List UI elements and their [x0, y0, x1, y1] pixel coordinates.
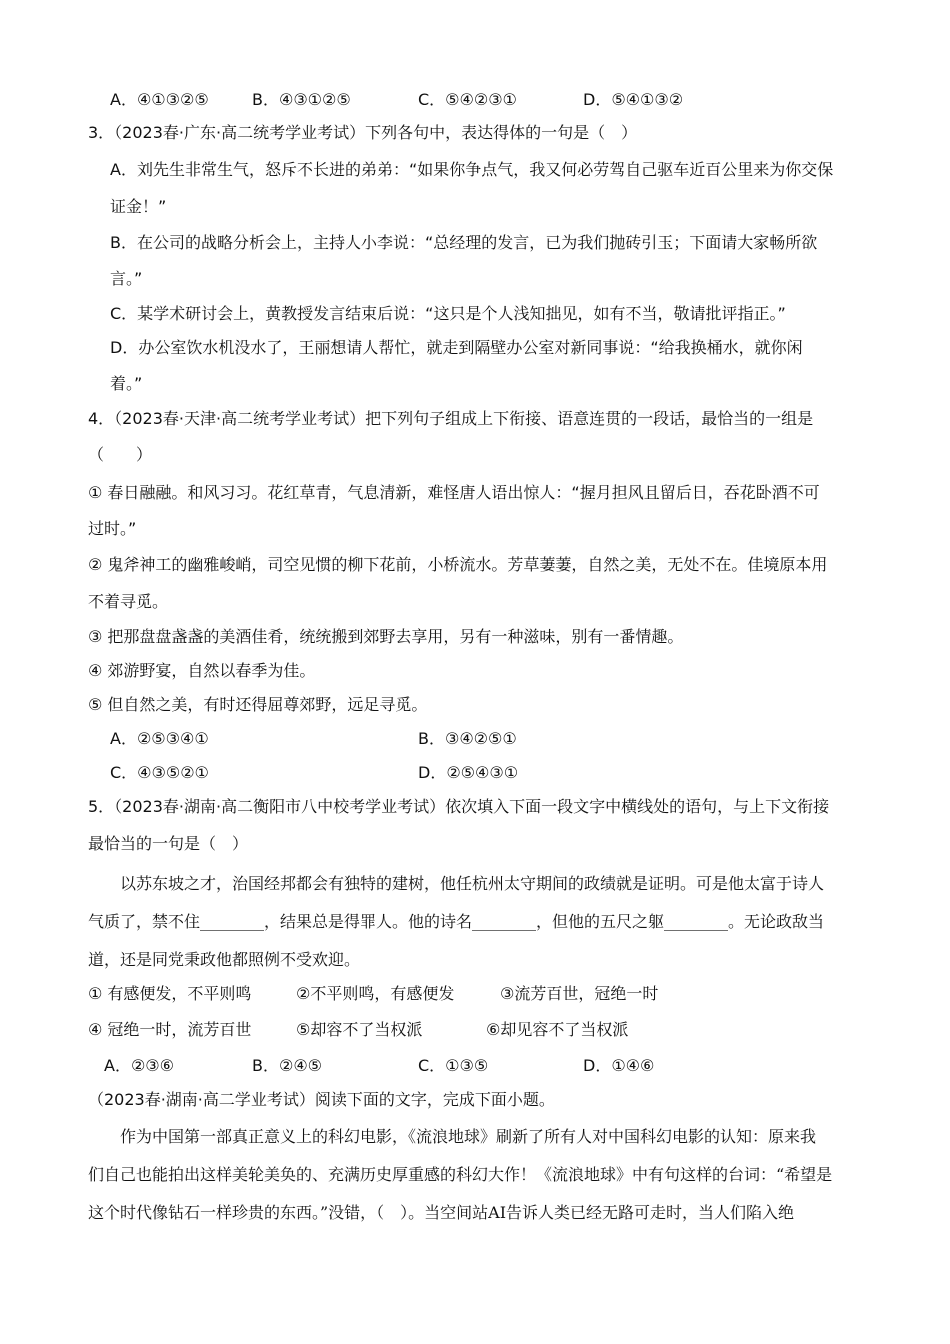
q4-option-c: C．④③⑤②①	[110, 763, 209, 782]
q5-option-d: D．①④⑥	[583, 1056, 655, 1075]
q5-option-a: A．②③⑥	[104, 1056, 174, 1075]
q5-option-c: C．①③⑤	[418, 1056, 489, 1075]
question-3-stem: 3．（2023春·广东·高二统考学业考试）下列各句中，表达得体的一句是（ ）	[88, 123, 638, 142]
q5-passage-line1: 以苏东坡之才，治国经邦都会有独特的建树，他任杭州太守期间的政绩就是证明。可是他太富于诗人	[120, 874, 825, 893]
q4-option-b: B．③④②⑤①	[418, 729, 517, 748]
q3-option-b-line2: 言。”	[110, 269, 143, 288]
q4-sentence-3: ③ 把那盘盘盏盏的美酒佳肴，统统搬到郊野去享用，另有一种滋味，别有一番情趣。	[88, 627, 684, 646]
q4-sentence-5: ⑤ 但自然之美，有时还得屈尊郊野，远足寻觅。	[88, 695, 428, 714]
q5-choice-3: ③流芳百世，冠绝一时	[500, 984, 659, 1003]
q3-option-d-line2: 着。”	[110, 374, 143, 393]
q3-option-a-line1: A．刘先生非常生气，怒斥不长进的弟弟：“如果你争点气，我又何必劳驾自己驱车近百公里来为你交保	[110, 160, 834, 179]
q3-option-c: C．某学术研讨会上，黄教授发言结束后说：“这只是个人浅知拙见，如有不当，敬请批评指正。”	[110, 304, 786, 323]
q4-option-d: D．②⑤④③①	[418, 763, 519, 782]
q5-choice-5: ⑤却容不了当权派	[296, 1020, 423, 1039]
question-5-stem-line2: 最恰当的一句是（ ）	[88, 834, 249, 853]
q3-option-b-line1: B．在公司的战略分析会上，主持人小李说：“总经理的发言，已为我们抛砖引玉；下面请大家畅所欲	[110, 233, 818, 252]
q3-option-d-line1: D．办公室饮水机没水了，王丽想请人帮忙，就走到隔壁办公室对新同事说：“给我换桶水，就你闲	[110, 338, 803, 357]
option-d: D．⑤④①③②	[583, 90, 684, 109]
q5-option-b: B．②④⑤	[252, 1056, 323, 1075]
q5-passage-line2: 气质了，禁不住________，结果总是得罪人。他的诗名________，但他的五尺之躯________。无论政敌当	[88, 912, 825, 931]
q4-sentence-4: ④ 郊游野宴，自然以春季为佳。	[88, 661, 316, 680]
q4-sentence-2-line1: ② 鬼斧神工的幽雅峻峭，司空见惯的柳下花前，小桥流水。芳草萋萋，自然之美，无处不在。佳境原本用	[88, 555, 828, 574]
q3-option-a-line2: 证金！”	[110, 197, 167, 216]
q4-sentence-2-line2: 不着寻觅。	[88, 592, 169, 611]
reading-passage-line2: 们自己也能拍出这样美轮美奂的、充满历史厚重感的科幻大作！《流浪地球》中有句这样的台词：“希望是	[88, 1165, 833, 1184]
reading-passage-line1: 作为中国第一部真正意义上的科幻电影，《流浪地球》刷新了所有人对中国科幻电影的认知：原来我	[120, 1127, 817, 1146]
option-c: C．⑤④②③①	[418, 90, 517, 109]
q5-choice-4: ④ 冠绝一时，流芳百世	[88, 1020, 252, 1039]
q4-sentence-1-line1: ① 春日融融。和风习习。花红草青，气息清新，难怪唐人语出惊人：“握月担风且留后日，吞花卧酒不可	[88, 483, 820, 502]
q4-sentence-1-line2: 过时。”	[88, 519, 137, 538]
q4-option-a: A．②⑤③④①	[110, 729, 209, 748]
question-4-stem-line1: 4．（2023春·天津·高二统考学业考试）把下列句子组成上下衔接、语意连贯的一段话，最恰当的一组是	[88, 409, 814, 428]
option-b: B．④③①②⑤	[252, 90, 351, 109]
q5-passage-line3: 道，还是同党秉政他都照例不受欢迎。	[88, 950, 361, 969]
question-5-stem-line1: 5．（2023春·湖南·高二衡阳市八中校考学业考试）依次填入下面一段文字中横线处的语句，与上下文衔接	[88, 797, 830, 816]
option-a: A．④①③②⑤	[110, 90, 209, 109]
q5-choice-2: ②不平则鸣，有感便发	[296, 984, 455, 1003]
reading-passage-line3: 这个时代像钻石一样珍贵的东西。”没错，（ ）。当空间站AI告诉人类已经无路可走时，当人们陷入绝	[88, 1203, 795, 1222]
question-4-stem-line2: （ ）	[88, 445, 153, 464]
reading-intro: （2023春·湖南·高二学业考试）阅读下面的文字，完成下面小题。	[88, 1090, 555, 1109]
q5-choice-1: ① 有感便发，不平则鸣	[88, 984, 252, 1003]
q5-choice-6: ⑥却见容不了当权派	[486, 1020, 629, 1039]
